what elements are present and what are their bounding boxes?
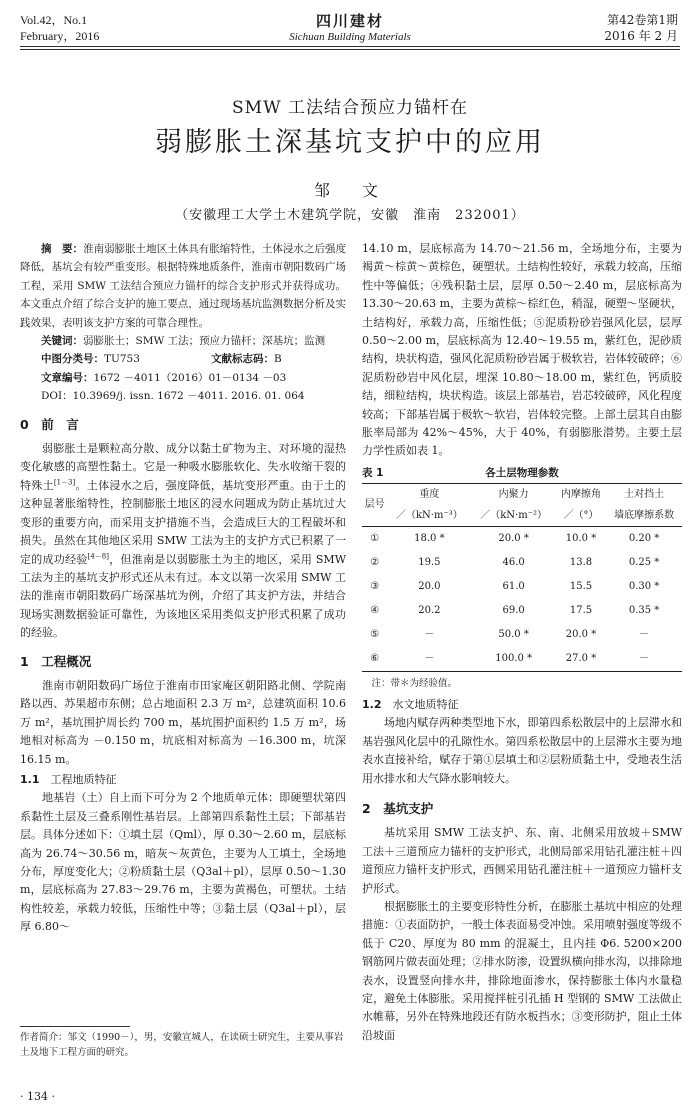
right-column bbox=[362, 240, 682, 1045]
table-row bbox=[362, 575, 682, 599]
table-row bbox=[362, 623, 682, 647]
subsection-title: 水文地质特征 bbox=[392, 697, 459, 711]
table-cell: － bbox=[639, 628, 650, 640]
table-cell: 46.0 bbox=[502, 556, 525, 568]
citation-1: [1－3] bbox=[53, 478, 76, 487]
section-heading-1: 1 工程概况 bbox=[20, 653, 92, 669]
intro-text-b: 。土体浸水之后，强度降低，基坑变形严重。由于土的这种显著胀缩特性，控制膨胀土地区的浸水问题成为防止基坑过大变形的重要方向，而采用支护措施不当，会造成巨大的工程破坏和损失。虽然在其他地区采用 SMW 工法为主的支护方式已积累了一定的成功经验 bbox=[20, 478, 347, 566]
left-column bbox=[20, 240, 346, 937]
table-unit-row bbox=[362, 506, 682, 527]
table-cell: 10.0 * bbox=[565, 532, 597, 544]
table-cell: － bbox=[424, 652, 435, 664]
citation-2: [4－8] bbox=[87, 551, 109, 560]
subsection-heading-1-1 bbox=[20, 771, 346, 789]
support-paragraph-1: 基坑采用 SMW 工法支护、东、南、北侧采用放坡＋SMW 工法＋三道预应力锚杆的支护形式，北侧局部采用钻孔灌注桩＋四道预应力锚杆支护形式，西侧采用钻孔灌注桩＋一道预应力锚杆支护形式。 bbox=[362, 826, 682, 895]
subsection-number: 1.2 bbox=[362, 697, 382, 711]
header-unit-weight: 重度 bbox=[419, 488, 440, 500]
table-row bbox=[362, 599, 682, 623]
table-row bbox=[362, 551, 682, 575]
table-cell: ⑥ bbox=[370, 652, 380, 664]
section-heading-0: 0 前 言 bbox=[20, 416, 79, 432]
volume-en: Vol.42，No.1 bbox=[20, 13, 88, 27]
unit-wall-friction: 墙底摩擦系数 bbox=[614, 509, 675, 521]
table-cell: 50.0 * bbox=[498, 628, 529, 640]
abstract-label: 摘 要： bbox=[41, 243, 84, 255]
table-cell: 0.25 * bbox=[628, 556, 660, 568]
page-number: · 134 · bbox=[20, 1090, 55, 1103]
abstract-text: 淮南弱膨胀土地区土体具有胀缩特性，土体浸水之后强度降低，基坑会有较严重变形。根据特殊地质条件，淮南市朝阳数码广场工程，采用 SMW 工法结合预应力锚杆的综合支护形式并获得成功。本文重点介绍了综合支护的施工要点，通过现场基坑监测数据分析及实践效果，表明该支护方案的可靠合理性。 bbox=[20, 243, 347, 329]
footnote-rule bbox=[20, 1026, 130, 1027]
table-cell: 61.0 bbox=[502, 580, 525, 592]
journal-name-en: Sichuan Building Materials bbox=[289, 31, 411, 43]
table-cell: ① bbox=[370, 532, 380, 544]
table-note: 注：带＊为经验值。 bbox=[371, 677, 458, 689]
table-cell: 20.0 bbox=[418, 580, 441, 592]
subsection-number: 1.1 bbox=[20, 772, 40, 786]
table-cell: 17.5 bbox=[569, 604, 593, 616]
doc-code-value: B bbox=[274, 353, 282, 366]
table-cell: 0.20 * bbox=[628, 532, 660, 544]
header-layer: 层号 bbox=[362, 483, 387, 526]
table-cell: 15.5 bbox=[569, 580, 593, 592]
table-cell: 20.0 * bbox=[565, 628, 597, 640]
journal-logo: 四川建材 bbox=[315, 12, 384, 30]
unit-friction-angle: ／（°） bbox=[563, 509, 599, 521]
article-number-value: 1672 －4011（2016）01－0134 －03 bbox=[93, 371, 287, 384]
header-rule bbox=[20, 46, 680, 50]
volume-cn: 第42卷第1期 bbox=[607, 13, 678, 27]
doc-code-label: 文献标志码： bbox=[211, 353, 274, 366]
subsection-title: 工程地质特征 bbox=[50, 772, 117, 786]
geology-paragraph: 地基岩（土）自上而下可分为 2 个地质单元体：即硬塑状第四系黏性土层及三叠系刚性基岩层。上部第四系黏性土层；下部基岩层。具体分述如下：①填土层（Qml），厚 0.30～2.60 m，层底标高为 26.74～30.56 m，暗灰～灰黄色，主要为人工填土，全场地分布，厚度变化大；②粉质黏土层（Q3al＋pl），层厚 0.50～1.30 m，层底标高为 27.83～29.76 m，主要为黄褐色，可塑状。土结构性较差，承载力较低，压缩性中等；③黏土层（Q3al＋pl），层厚 6.80～ bbox=[20, 791, 346, 934]
table-cell: 0.35 * bbox=[628, 604, 660, 616]
table-cell: 20.0 * bbox=[498, 532, 529, 544]
hydrogeology-paragraph: 场地内赋存两种类型地下水，即第四系松散层中的上层滞水和基岩强风化层中的孔隙性水。第四系松散层中的上层滞水主要为地表水直接补给，赋存于第①层填土和②层粉质黏土中，受地表生活用水排水和大气降水影响较大。 bbox=[362, 716, 682, 785]
table-cell: 0.30 * bbox=[628, 580, 660, 592]
table-cell: ⑤ bbox=[370, 628, 380, 640]
table-cell: 20.2 bbox=[418, 604, 441, 616]
intro-text-a: 弱膨胀土是颗粒高分散、成分以黏土矿物为主、对环境的湿热变化敏感的高塑性黏土。它是一种吸水膨胀软化、失水收缩干裂的特殊土 bbox=[20, 442, 346, 492]
table-cell: － bbox=[639, 652, 650, 664]
table-title: 各土层物理参数 bbox=[485, 466, 559, 479]
table-row bbox=[362, 647, 682, 672]
table-cell: 100.0 * bbox=[495, 652, 533, 664]
unit-cohesion: ／（kN·m⁻²） bbox=[480, 509, 548, 521]
header-wall-friction: 土对挡土 bbox=[624, 488, 665, 500]
header-friction-angle: 内摩擦角 bbox=[561, 488, 601, 500]
header-cohesion: 内聚力 bbox=[498, 488, 529, 500]
keywords-label: 关键词： bbox=[41, 335, 83, 348]
soil-parameters-table bbox=[362, 483, 682, 672]
date-cn: 2016 年 2 月 bbox=[604, 29, 678, 43]
project-overview-paragraph: 淮南市朝阳数码广场位于淮南市田家庵区朝阳路北侧、学院南路以西、苏果超市东侧；总占地面积 2.3 万 m²，总建筑面积 10.6 万 m²，基坑围护周长约 700 m，基坑围护面积约 1.5 万 m²，场地相对标高为 －0.150 m，坑底相对标高为 －16.300 m，坑深 16.15 m。 bbox=[20, 678, 346, 766]
clc-value: TU753 bbox=[104, 353, 140, 366]
author-footnote: 作者简介：邹文（1990－），男，安徽宣城人，在读硕士研究生，主要从事岩土及地下工程方面的研究。 bbox=[20, 1032, 344, 1058]
journal-masthead bbox=[0, 10, 700, 43]
author-affiliation: （安徽理工大学土木建筑学院，安徽 淮南 232001） bbox=[175, 208, 525, 223]
table-row bbox=[362, 526, 682, 551]
paper-title: 弱膨胀土深基坑支护中的应用 bbox=[155, 127, 545, 158]
doi: DOI：10.3969/j. issn. 1672 －4011. 2016. 01. 064 bbox=[41, 390, 305, 403]
paper-subtitle: SMW 工法结合预应力锚杆在 bbox=[232, 98, 468, 118]
clc-label: 中图分类号： bbox=[41, 353, 104, 366]
intro-text-c: ，但淮南是以弱膨胀土为主的地区，采用 SMW 工法为主的基坑支护形式还从未有过。本文以第一次采用 SMW 工法的淮南市朝阳数码广场深基坑为例，介绍了其支护方法，并结合现场实测数据验证可靠性，为该地区采用类似支护形式积累了成功的经验。 bbox=[20, 552, 346, 640]
table-body bbox=[362, 483, 682, 671]
table-cell: ② bbox=[370, 556, 380, 568]
unit-unit-weight: ／（kN·m⁻³） bbox=[395, 509, 463, 521]
keywords bbox=[20, 332, 346, 350]
table-cell: ③ bbox=[370, 580, 380, 592]
subsection-heading-1-2 bbox=[362, 696, 682, 714]
keywords-text: 弱膨胀土；SMW 工法；预应力锚杆；深基坑；监测 bbox=[83, 335, 326, 348]
table-cell: 18.0 * bbox=[414, 532, 445, 544]
table-cell: 19.5 bbox=[418, 556, 441, 568]
abstract bbox=[20, 240, 346, 332]
section-heading-2: 2 基坑支护 bbox=[362, 800, 434, 816]
table-1-caption bbox=[362, 465, 682, 481]
article-number bbox=[20, 369, 346, 387]
table-cell: 69.0 bbox=[502, 604, 525, 616]
date-en: February，2016 bbox=[20, 29, 100, 43]
geology-paragraph-continued: 14.10 m，层底标高为 14.70～21.56 m，全场地分布，主要为褐黄～棕黄～黄棕色，硬塑状。土结构性较好，承载力较高，压缩性中等偏低；④残积黏土层，层厚 0.50～2.40 m，层底标高为 13.30～20.63 m，主要为黄棕～棕红色，稍湿，硬塑～坚硬状，土结构好，承载力高，压缩性低；⑤泥质粉砂岩强风化层，层厚 0.50～2.00 m，层底标高为 12.40～19.55 m，紫红色，泥砂质结构，块状构造，强风化泥质粉砂岩属于极软岩，岩体较破碎；⑥泥质粉砂岩中风化层，埋深 10.80～18.00 m，紫红色，钙质胶结，细粒结构，块状构造。该层上部基岩，岩芯较破碎，风化程度较高；下部基岩属于极软～软岩，岩体较完整。上部土层其自由膨胀率局部为 42%～45%，大于 40%，有弱膨胀潜势。主要土层力学性质如表 1。 bbox=[362, 242, 682, 458]
table-cell: － bbox=[424, 628, 435, 640]
table-header-row bbox=[362, 483, 682, 506]
table-cell: ④ bbox=[370, 604, 380, 616]
table-number: 表 1 bbox=[362, 466, 384, 479]
table-cell: 13.8 bbox=[569, 556, 593, 568]
author-name: 邹 文 bbox=[313, 181, 386, 200]
article-number-label: 文章编号： bbox=[41, 371, 94, 384]
support-paragraph-2: 根据膨胀土的主要变形特性分析，在膨胀土基坑中相应的处理措施：①表面防护，一般土体表面易受冲蚀。采用喷射强度等级不低于 C20、厚度为 80 mm 的混凝土，且内挂 Φ6. 5200×200 钢筋网片做表面处理；②排水防渗，设置纵横向排水沟，以排除地表水，设置竖向排水井，排除地面渗水，保持膨胀土体内水量稳定，避免土体膨胀。采用搅拌桩引孔插 H 型钢的 SMW 工法做止水帷幕，另外在特殊地段还有防水板挡水；③变形防护，阻止土体沿坡面 bbox=[362, 899, 682, 1042]
journal-volume-cn bbox=[604, 12, 678, 44]
intro-paragraph bbox=[20, 440, 346, 642]
classification-row bbox=[20, 350, 346, 368]
table-cell: 27.0 * bbox=[565, 652, 597, 664]
